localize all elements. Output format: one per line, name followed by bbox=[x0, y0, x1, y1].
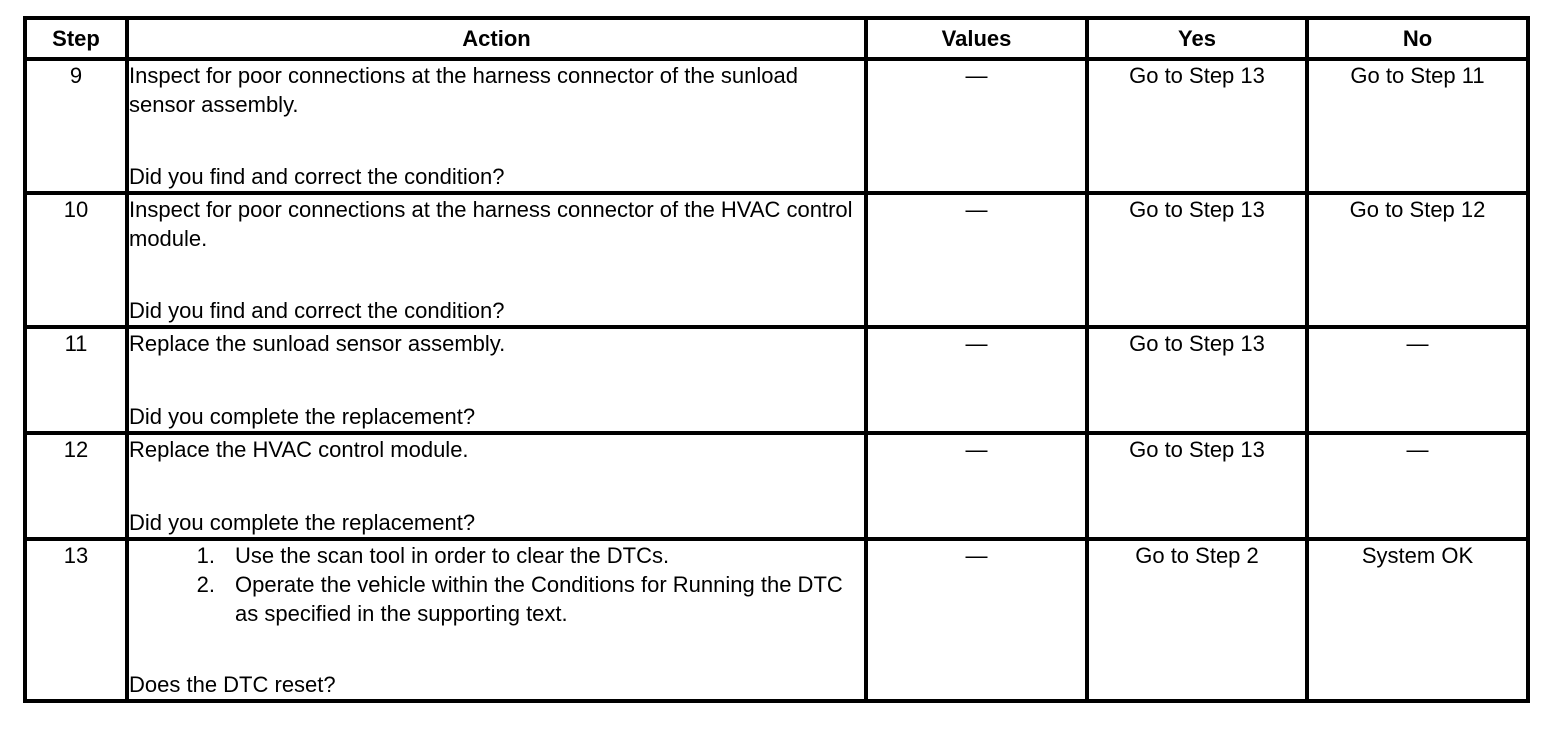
action-cell bbox=[127, 59, 866, 193]
values-cell: — bbox=[866, 327, 1087, 433]
no-cell: Go to Step 11 bbox=[1307, 59, 1528, 193]
yes-cell: Go to Step 13 bbox=[1087, 59, 1307, 193]
step-number: 10 bbox=[25, 193, 127, 327]
table-row bbox=[25, 433, 1528, 539]
list-item-number: 1. bbox=[196, 543, 215, 568]
values-cell: — bbox=[866, 193, 1087, 327]
step-number: 9 bbox=[25, 59, 127, 193]
yes-cell: Go to Step 2 bbox=[1087, 539, 1307, 701]
action-question: Does the DTC reset? bbox=[129, 672, 336, 697]
yes-cell: Go to Step 13 bbox=[1087, 433, 1307, 539]
action-question: Did you find and correct the condition? bbox=[129, 164, 505, 189]
no-cell: — bbox=[1307, 433, 1528, 539]
list-item-text: Operate the vehicle within the Conditions for Running the DTC as specified in the supporting text. bbox=[235, 572, 843, 626]
action-instruction: Replace the HVAC control module. bbox=[129, 437, 469, 462]
step-number: 13 bbox=[25, 539, 127, 701]
list-item bbox=[129, 541, 864, 570]
table-row bbox=[25, 539, 1528, 701]
no-cell: Go to Step 12 bbox=[1307, 193, 1528, 327]
yes-cell: Go to Step 13 bbox=[1087, 193, 1307, 327]
diagnostic-table bbox=[23, 16, 1530, 703]
yes-cell: Go to Step 13 bbox=[1087, 327, 1307, 433]
header-row bbox=[25, 18, 1528, 59]
header-values: Values bbox=[866, 18, 1087, 59]
action-question: Did you complete the replacement? bbox=[129, 404, 476, 429]
no-cell: — bbox=[1307, 327, 1528, 433]
action-instruction: Replace the sunload sensor assembly. bbox=[129, 331, 506, 356]
action-question: Did you complete the replacement? bbox=[129, 510, 476, 535]
header-no: No bbox=[1307, 18, 1528, 59]
list-item-text: Use the scan tool in order to clear the DTCs. bbox=[235, 543, 670, 568]
action-instruction: Inspect for poor connections at the harness connector of the sunload sensor assembly. bbox=[129, 63, 798, 117]
action-cell bbox=[127, 539, 866, 701]
table-row bbox=[25, 327, 1528, 433]
action-cell bbox=[127, 193, 866, 327]
list-item bbox=[129, 570, 864, 628]
header-step: Step bbox=[25, 18, 127, 59]
action-instruction: Inspect for poor connections at the harness connector of the HVAC control module. bbox=[129, 197, 853, 251]
header-action: Action bbox=[127, 18, 866, 59]
action-cell bbox=[127, 327, 866, 433]
header-yes: Yes bbox=[1087, 18, 1307, 59]
action-step-list bbox=[129, 541, 864, 628]
list-item-number: 2. bbox=[196, 572, 215, 597]
step-number: 11 bbox=[25, 327, 127, 433]
action-cell bbox=[127, 433, 866, 539]
table-row bbox=[25, 193, 1528, 327]
values-cell: — bbox=[866, 433, 1087, 539]
no-cell: System OK bbox=[1307, 539, 1528, 701]
values-cell: — bbox=[866, 59, 1087, 193]
action-question: Did you find and correct the condition? bbox=[129, 298, 505, 323]
table-row bbox=[25, 59, 1528, 193]
values-cell: — bbox=[866, 539, 1087, 701]
step-number: 12 bbox=[25, 433, 127, 539]
